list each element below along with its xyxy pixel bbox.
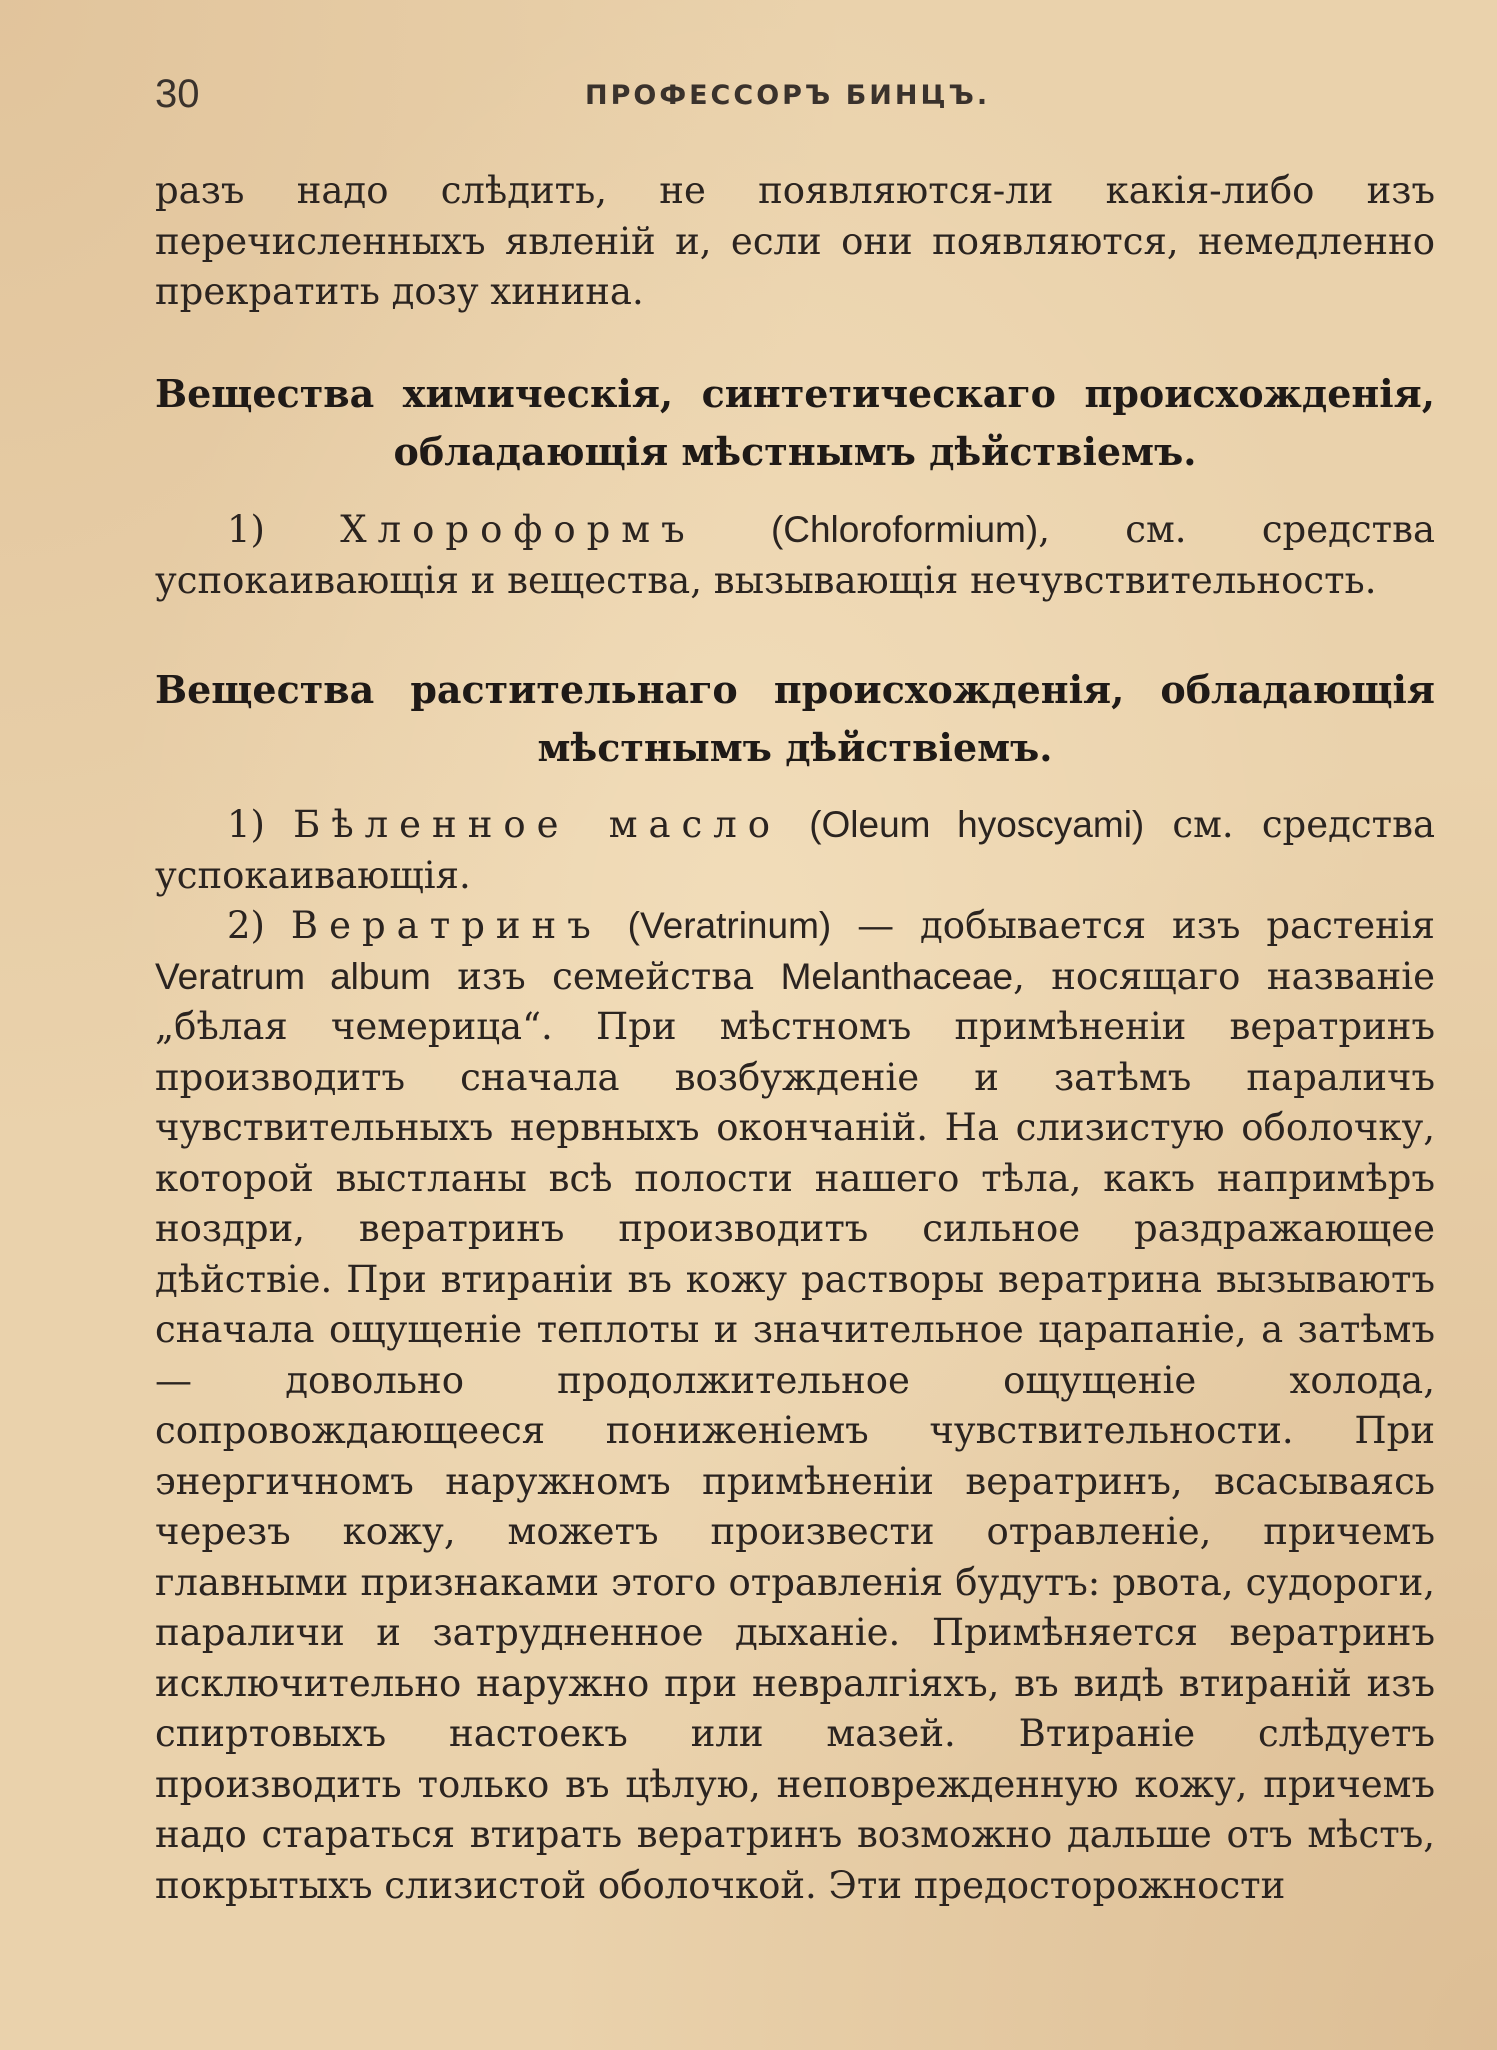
section2-item2-text-a: — добывается изъ растенія	[831, 904, 1435, 947]
section2-item1-term: Бѣленное масло	[293, 803, 782, 846]
section2-heading-line2: мѣстнымъ дѣйствіемъ.	[537, 725, 1053, 770]
section1-heading	[155, 365, 1435, 481]
section1-heading-line2: обладающія мѣстнымъ дѣйствіемъ.	[393, 429, 1197, 474]
running-head	[155, 72, 1435, 122]
section2-item2	[155, 901, 1435, 1911]
section2-item2-text-b: изъ семейства	[430, 954, 781, 998]
section2-body	[155, 800, 1435, 1911]
section2-item2-latin: (Veratrinum)	[627, 905, 832, 946]
page-number: 30	[155, 72, 200, 116]
section2-item2-latin-plant: Veratrum album	[155, 955, 431, 997]
section2-item2-term: Вератринъ	[290, 904, 602, 947]
section1-item1-text: , см. средства успокаивающія и вещества, вызывающія нечувствительность.	[155, 508, 1436, 602]
section2-item2-text-c: , носящаго названіе „бѣлая чемерица“. При мѣстномъ примѣненіи вератринъ производитъ сначала возбужденіе и затѣмъ параличъ чувствительныхъ нервныхъ окончаній. На слизистую оболочку, которой выстланы всѣ полости нашего тѣла, какъ напримѣръ ноздри, вератринъ производитъ сильное раздражающее дѣйствіе. При втираніи въ кожу растворы вератрина вызываютъ сначала ощущеніе теплоты и значительное царапаніе, а затѣмъ — довольно продолжительное ощущеніе холода, сопровождающееся пониженіемъ чувствительности. При энергичномъ наружномъ примѣненіи вератринъ, всасываясь черезъ кожу, можетъ произвести отравленіе, причемъ главными признаками этого отравленія будутъ: рвота, судороги, параличи и затрудненное дыханіе. Примѣняется вератринъ исключительно наружно при невралгіяхъ, въ видѣ втираній изъ спиртовыхъ настоекъ или мазей. Втираніе слѣдуетъ производить только въ цѣлую, неповрежденную кожу, причемъ надо стараться втирать вератринъ возможно дальше отъ мѣстъ, покрытыхъ слизистой оболочкой. Эти предосторожности	[155, 954, 1436, 1907]
section1-heading-line1: Вещества химическія, синтетическаго происхожденія,	[155, 371, 1435, 416]
section1-body	[155, 505, 1435, 606]
section2-item1-number: 1)	[227, 803, 265, 846]
section2-item1-text: см. средства успокаивающія.	[155, 803, 1435, 897]
section1-item1	[155, 505, 1435, 606]
section2-item1-latin: (Oleum hyoscyami)	[809, 804, 1145, 845]
running-title: ПРОФЕССОРЪ БИНЦЪ.	[585, 80, 991, 111]
section2-heading	[155, 661, 1435, 777]
section2-item1	[155, 800, 1435, 901]
section1-item1-term: Хлороформъ	[340, 508, 696, 551]
section1-item1-number: 1)	[227, 508, 265, 551]
intro-text	[155, 166, 1435, 318]
section1-item1-latin: (Chloroformium)	[770, 509, 1039, 550]
intro-paragraph: разъ надо слѣдить, не появляются-ли какія-либо изъ перечисленныхъ явленій и, если они появляются, немедленно прекратить дозу хинина.	[155, 169, 1435, 313]
section2-item2-latin-family: Melanthaceae	[780, 955, 1014, 997]
section2-item2-number: 2)	[227, 904, 265, 947]
section2-heading-line1: Вещества растительнаго происхожденія, обладающія	[155, 667, 1435, 712]
